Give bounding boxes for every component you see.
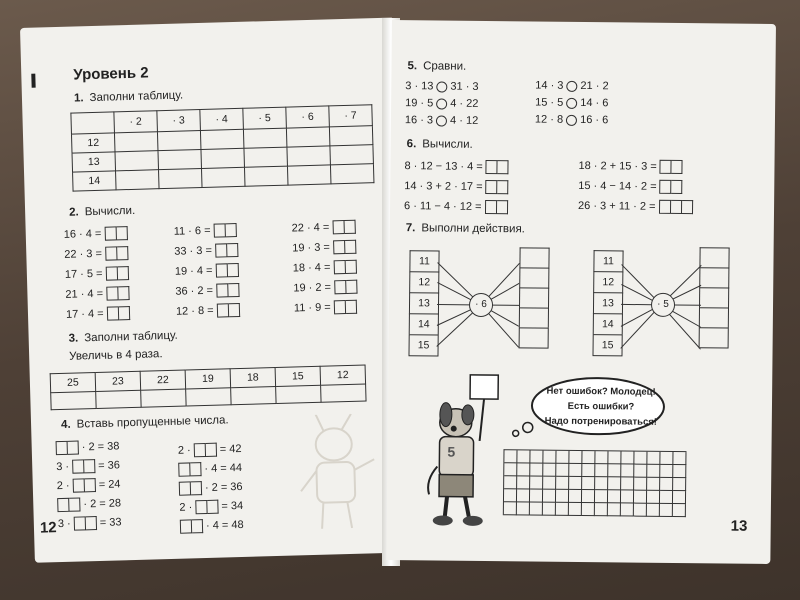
- grid-square: [504, 476, 517, 489]
- grid-square: [673, 504, 686, 517]
- task4-item: · 4 = 44: [178, 459, 242, 480]
- task4-col2: [178, 440, 244, 537]
- task3-answer-cell: [186, 388, 231, 406]
- task4-header: [61, 414, 229, 431]
- task5-item: 3 · 13 31 · 3: [405, 80, 479, 93]
- task2-item: 18 · 4 =: [293, 257, 357, 279]
- grid-square: [517, 463, 530, 476]
- left-page: [20, 18, 407, 563]
- level-title: Уровень 2: [73, 64, 149, 84]
- grid-square: [517, 476, 530, 489]
- task7-number-cell: 15: [408, 334, 438, 356]
- task3-value: 22: [140, 370, 186, 390]
- task1-cell: [115, 151, 159, 171]
- grid-square: [608, 477, 621, 490]
- grid-square: [569, 464, 582, 477]
- task3-number: 3.: [68, 332, 79, 345]
- task3-answer-cell: [96, 390, 141, 408]
- task4-item: · 2 = 28: [57, 494, 121, 515]
- grid-square: [660, 465, 673, 478]
- task1-cell: [158, 149, 202, 169]
- grid-square: [634, 452, 647, 465]
- task3-value: 12: [320, 365, 366, 385]
- task6-col2: [578, 156, 693, 217]
- task1-number: 1.: [73, 92, 84, 105]
- task7-header: [406, 222, 525, 235]
- grid-square: [660, 452, 673, 465]
- grid-square: [543, 477, 556, 490]
- task2-item: 22 · 3 =: [64, 243, 128, 265]
- task1-header: [74, 89, 183, 104]
- grid-square: [543, 451, 556, 464]
- mascot-shirt-number: 5: [447, 443, 456, 460]
- bubble-line2: Есть ошибки?: [567, 400, 635, 413]
- task1-row-label: 13: [72, 152, 116, 172]
- grid-square: [582, 451, 595, 464]
- task3-answer-cell: [141, 389, 186, 407]
- grid-square: [517, 489, 530, 502]
- task1-row-label: 12: [71, 133, 115, 153]
- task1-col-header: · 2: [114, 111, 158, 133]
- task1-row-label: 14: [73, 171, 117, 191]
- task5-item: 14 · 3 21 · 2: [535, 79, 609, 93]
- rabbit-illustration: [293, 413, 386, 535]
- task1-col-header: · 3: [157, 110, 201, 132]
- grid-square: [621, 490, 634, 503]
- task1-cell: [244, 147, 288, 167]
- grid-square: [556, 451, 569, 464]
- task5-number: 5.: [407, 60, 418, 73]
- grid-square: [582, 503, 595, 516]
- grid-square: [595, 490, 608, 503]
- task7-number-cell: 14: [409, 313, 439, 334]
- grid-square: [569, 503, 582, 516]
- grid-square: [582, 477, 595, 490]
- task1-col-header: · 6: [286, 106, 330, 128]
- task2-item: 11 · 9 =: [294, 297, 358, 319]
- task4-item: · 4 = 48: [180, 516, 244, 537]
- task1-cell: [330, 145, 374, 165]
- grid-square: [621, 464, 634, 477]
- task4-item: 2 · = 42: [177, 442, 242, 457]
- grid-square: [504, 489, 517, 502]
- grid-square: [569, 451, 582, 464]
- task7-answer-cell: [519, 267, 549, 287]
- grid-square: [517, 450, 530, 463]
- grid-square: [621, 451, 634, 464]
- task6-title: Вычисли.: [422, 138, 473, 151]
- task2-item: 33 · 3 =: [174, 240, 238, 262]
- grid-square: [556, 464, 569, 477]
- grid-square: [569, 490, 582, 503]
- grid-square: [660, 478, 673, 491]
- task6-item: 18 · 2 + 15 · 3 =: [578, 156, 693, 177]
- task1-cell: [287, 146, 331, 166]
- grid-square: [543, 464, 556, 477]
- task1-col-header: · 7: [329, 105, 373, 127]
- grid-square: [673, 452, 686, 465]
- task3-answer-cell: [321, 384, 366, 402]
- task4-item: 3 · = 33: [57, 516, 122, 531]
- page-number-right: 13: [730, 517, 748, 535]
- level-marker-bar: [31, 74, 35, 88]
- task4-item: 2 · = 34: [179, 499, 244, 514]
- task2-item: 19 · 3 =: [292, 237, 356, 259]
- answer-square-grid: [503, 449, 687, 517]
- grid-square: [647, 491, 660, 504]
- task3-value: 19: [185, 369, 231, 389]
- task1-table: [70, 104, 374, 191]
- task5-col2: [535, 78, 609, 130]
- task2-item: 22 · 4 =: [291, 217, 355, 239]
- grid-square: [673, 478, 686, 491]
- task7-number-cell: 15: [592, 334, 622, 356]
- task3-value: 23: [95, 371, 141, 391]
- task2-item: 11 · 6 =: [173, 220, 237, 242]
- grid-square: [634, 478, 647, 491]
- task7-number-cell: 13: [409, 292, 439, 313]
- right-page: [386, 20, 776, 564]
- task1-cell: [244, 166, 288, 186]
- grid-square: [673, 491, 686, 504]
- grid-square: [647, 452, 660, 465]
- task3-table: [50, 364, 367, 410]
- task7-number-cell: 11: [593, 250, 623, 271]
- task1-cell: [200, 129, 244, 149]
- task6-col1: [404, 156, 509, 217]
- task6-number: 6.: [406, 138, 417, 151]
- task3-value: 15: [275, 366, 321, 386]
- task7-answer-cell: [699, 307, 729, 327]
- grid-square: [530, 489, 543, 502]
- task2-col1: [64, 223, 130, 325]
- grid-square: [543, 503, 556, 516]
- grid-square: [595, 503, 608, 516]
- grid-square: [595, 451, 608, 464]
- task3-answer-cell: [231, 387, 276, 405]
- task1-cell: [243, 128, 287, 148]
- grid-square: [673, 465, 686, 478]
- task2-item: 16 · 4 =: [64, 223, 128, 245]
- task7-answer-cell: [519, 327, 549, 348]
- task5-title: Сравни.: [423, 60, 467, 73]
- grid-square: [647, 504, 660, 517]
- grid-square: [621, 477, 634, 490]
- task2-header: [69, 205, 135, 219]
- grid-square: [556, 503, 569, 516]
- task2-item: 19 · 2 =: [293, 277, 357, 299]
- task2-col2: [173, 220, 239, 322]
- task6-item: 14 · 3 + 2 · 17 =: [404, 176, 509, 197]
- task5-item: 16 · 3 4 · 12: [404, 114, 479, 127]
- task1-cell: [201, 148, 245, 168]
- task4-title: Вставь пропущенные числа.: [76, 414, 229, 431]
- task2-item: 12 · 8 =: [176, 300, 240, 322]
- task2-item: 19 · 4 =: [175, 260, 239, 282]
- task6-item: 6 · 11 − 4 · 12 =: [404, 196, 509, 217]
- task2-item: 21 · 4 =: [65, 283, 129, 305]
- task7-answer-cell: [519, 307, 549, 327]
- task1-cell: [201, 167, 245, 187]
- grid-square: [647, 465, 660, 478]
- task7-answer-cell: [699, 247, 729, 267]
- task7-left-numbers-2: [592, 250, 623, 356]
- task1-col-header: · 4: [200, 108, 244, 130]
- grid-square: [608, 503, 621, 516]
- task1-corner-cell: [71, 112, 115, 134]
- task7-answer-cell: [699, 327, 729, 348]
- grid-square: [660, 491, 673, 504]
- grid-square: [556, 477, 569, 490]
- grid-square: [634, 504, 647, 517]
- grid-square: [504, 463, 517, 476]
- grid-square: [543, 490, 556, 503]
- task6-item: 15 · 4 − 14 · 2 =: [578, 176, 693, 197]
- task6-header: [407, 138, 473, 151]
- task7-answer-cell: [699, 287, 729, 307]
- task3-answer-cell: [276, 385, 321, 403]
- grid-square: [647, 478, 660, 491]
- page-number-left: 12: [39, 519, 57, 537]
- task1-col-header: · 5: [243, 107, 287, 129]
- task7-operator-circle-2: · 5: [651, 293, 675, 317]
- task7-number-cell: 12: [593, 271, 623, 292]
- grid-square: [530, 476, 543, 489]
- task1-title: Заполни таблицу.: [89, 89, 184, 105]
- task5-item: 15 · 5 14 · 6: [535, 96, 609, 110]
- task5-col1: [405, 78, 479, 130]
- grid-square: [634, 465, 647, 478]
- task1-cell: [330, 164, 374, 184]
- task5-header: [407, 60, 466, 73]
- task3-answer-cell: [51, 392, 96, 410]
- speech-bubble-text: [536, 384, 666, 430]
- task1-cell: [329, 126, 373, 146]
- grid-square: [595, 464, 608, 477]
- task4-item: 3 · = 36: [56, 459, 121, 474]
- task6-item: 8 · 12 − 13 · 4 =: [404, 156, 509, 177]
- task7-number: 7.: [405, 222, 416, 235]
- task2-item: 17 · 4 =: [66, 303, 130, 325]
- task1-cell: [286, 127, 330, 147]
- task7-left-numbers-1: [408, 250, 439, 356]
- task7-number-cell: 14: [593, 313, 623, 334]
- grid-square: [608, 490, 621, 503]
- task3-header: [69, 330, 178, 345]
- task7-answer-column-2: [699, 247, 730, 348]
- task7-title: Выполни действия.: [421, 222, 525, 236]
- task7-number-cell: 12: [409, 271, 439, 292]
- task3-subtitle: Увеличь в 4 раза.: [69, 348, 163, 363]
- grid-square: [582, 490, 595, 503]
- grid-square: [530, 450, 543, 463]
- grid-square: [634, 491, 647, 504]
- grid-square: [582, 464, 595, 477]
- task4-item: · 2 = 36: [179, 478, 243, 499]
- task2-number: 2.: [69, 206, 79, 219]
- task7-number-cell: 13: [593, 292, 623, 313]
- task2-title: Вычисли.: [84, 204, 136, 219]
- grid-square: [660, 504, 673, 517]
- grid-square: [556, 490, 569, 503]
- task6-item: 26 · 3 + 11 · 2 =: [578, 196, 693, 217]
- task2-col3: [291, 217, 357, 319]
- grid-square: [530, 463, 543, 476]
- task7-answer-column-1: [519, 247, 550, 348]
- grid-square: [608, 464, 621, 477]
- bubble-line1: Нет ошибок? Молодец!: [546, 385, 656, 398]
- task7-answer-cell: [519, 287, 549, 307]
- task3-title: Заполни таблицу.: [84, 329, 178, 345]
- bubble-line3: Надо потренироваться!: [544, 415, 658, 428]
- task1-cell: [114, 132, 158, 152]
- grid-square: [530, 502, 543, 515]
- task7-answer-cell: [699, 267, 729, 287]
- grid-square: [569, 477, 582, 490]
- grid-square: [621, 503, 634, 516]
- task3-value: 25: [50, 373, 96, 393]
- task1-cell: [116, 170, 160, 190]
- task7-number-cell: 11: [409, 250, 439, 271]
- task2-item: 17 · 5 =: [65, 263, 129, 285]
- task7-operator-circle-1: · 6: [469, 293, 493, 317]
- task2-item: 36 · 2 =: [175, 280, 239, 302]
- grid-square: [504, 450, 517, 463]
- grid-square: [595, 477, 608, 490]
- grid-square: [608, 451, 621, 464]
- task4-col1: [55, 437, 121, 534]
- grid-square: [504, 502, 517, 515]
- task5-item: 12 · 8 16 · 6: [534, 113, 609, 127]
- task4-item: · 2 = 38: [55, 437, 119, 458]
- task1-cell: [159, 168, 203, 188]
- grid-square: [517, 502, 530, 515]
- task4-number: 4.: [60, 418, 71, 432]
- task1-cell: [287, 165, 331, 185]
- task5-item: 19 · 5 4 · 22: [405, 97, 479, 110]
- task3-value: 18: [230, 368, 276, 388]
- task7-answer-cell: [519, 247, 549, 267]
- task4-item: 2 · = 24: [56, 478, 121, 493]
- task1-cell: [157, 131, 201, 151]
